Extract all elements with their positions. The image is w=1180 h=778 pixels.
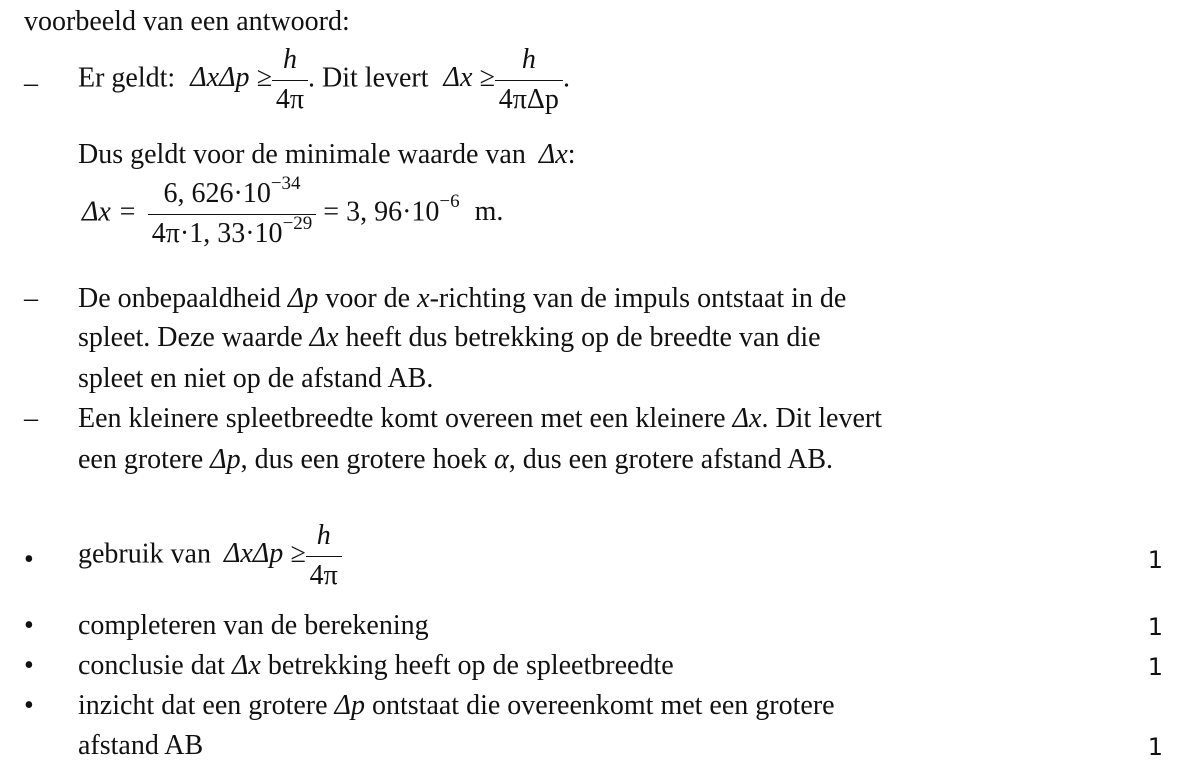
delta-p: Δp bbox=[210, 444, 241, 475]
answer-intro: voorbeeld van een antwoord: bbox=[24, 6, 350, 37]
criterion-2: completeren van de berekening bbox=[78, 610, 429, 641]
calc-result: = 3, 96·10 bbox=[323, 196, 440, 228]
colon: : bbox=[567, 139, 576, 170]
delta-p: Δp bbox=[287, 283, 319, 314]
criterion-4-line-1: inzicht dat een grotere Δp ontstaat die overeenkomt met een grotere bbox=[78, 690, 835, 721]
h-over-4pi-fraction: $\frac{h}{4\pi}$ bbox=[306, 522, 342, 590]
calculation bbox=[82, 173, 504, 249]
uncertainty-inequality: ΔxΔp ≥ bbox=[223, 538, 306, 570]
calc-lhs: Δx = bbox=[82, 196, 137, 228]
answer-2-line-3: spleet en niet op de afstand AB. bbox=[78, 363, 434, 394]
dash-marker: – bbox=[24, 283, 38, 314]
answer-1-text: Er geldt: bbox=[78, 62, 176, 94]
delta-x: Δx bbox=[538, 139, 568, 170]
delta-p: Δp bbox=[334, 690, 365, 721]
answer-2-line-2: spleet. Deze waarde Δx heeft dus betrekking op de breedte van die bbox=[78, 322, 821, 353]
calc-unit: m. bbox=[474, 196, 504, 228]
fraction-numerator: h bbox=[521, 44, 536, 75]
criterion-2-points: 1 bbox=[1147, 613, 1163, 641]
criterion-4-line-2: afstand AB bbox=[78, 730, 204, 761]
criterion-3: conclusie dat Δx betrekking heeft op de spleetbreedte bbox=[78, 650, 674, 681]
delta-x: Δx bbox=[732, 403, 762, 434]
calc-numerator: 6, 626·10 bbox=[163, 178, 271, 209]
calc-fraction bbox=[148, 173, 317, 249]
answer-item-1 bbox=[78, 46, 570, 114]
criterion-1-text: gebruik van bbox=[78, 538, 211, 570]
delta-x: Δx bbox=[309, 322, 339, 353]
criterion-4-points: 1 bbox=[1147, 733, 1163, 761]
criterion-1-points: 1 bbox=[1147, 546, 1163, 574]
answer-3-line-2: een grotere Δp, dus een grotere hoek α, dus een grotere afstand AB. bbox=[78, 444, 833, 475]
answer-2-line-1: De onbepaaldheid Δp voor de x-richting van de impuls ontstaat in de bbox=[78, 283, 847, 314]
answer-1-text-2: . Dit levert bbox=[308, 62, 429, 94]
fraction-numerator: h bbox=[282, 44, 297, 75]
bullet-marker: • bbox=[24, 610, 34, 641]
fraction-denominator: 4π bbox=[275, 84, 305, 115]
criterion-1 bbox=[78, 522, 342, 590]
dx-inequality: Δx ≥ bbox=[443, 62, 495, 94]
dash-marker: – bbox=[24, 403, 38, 434]
h-over-4pi-dp-fraction bbox=[495, 46, 563, 114]
bullet-marker: • bbox=[24, 650, 34, 681]
h-over-4pi-fraction bbox=[272, 46, 308, 114]
calc-result-exponent: −6 bbox=[439, 191, 460, 213]
calc-denominator: 4π·1, 33·10 bbox=[151, 218, 283, 249]
bullet-marker: • bbox=[24, 690, 34, 721]
criterion-3-points: 1 bbox=[1147, 653, 1163, 681]
delta-x: Δx bbox=[231, 650, 261, 681]
answer-1-line-2 bbox=[78, 141, 576, 169]
x-variable: x bbox=[417, 283, 430, 314]
calc-denominator-exponent: −29 bbox=[282, 213, 313, 234]
answer-1-line-2-text: Dus geldt voor de minimale waarde van bbox=[78, 139, 526, 170]
period: . bbox=[562, 62, 570, 94]
bullet-marker: • bbox=[24, 544, 34, 575]
answer-3-line-1: Een kleinere spleetbreedte komt overeen met een kleinere Δx. Dit levert bbox=[78, 403, 882, 434]
alpha-symbol: α bbox=[494, 444, 509, 475]
dash-marker: – bbox=[24, 68, 38, 99]
uncertainty-inequality: ΔxΔp ≥ bbox=[190, 62, 272, 94]
fraction-denominator: 4πΔp bbox=[498, 84, 559, 115]
calc-numerator-exponent: −34 bbox=[270, 173, 301, 194]
